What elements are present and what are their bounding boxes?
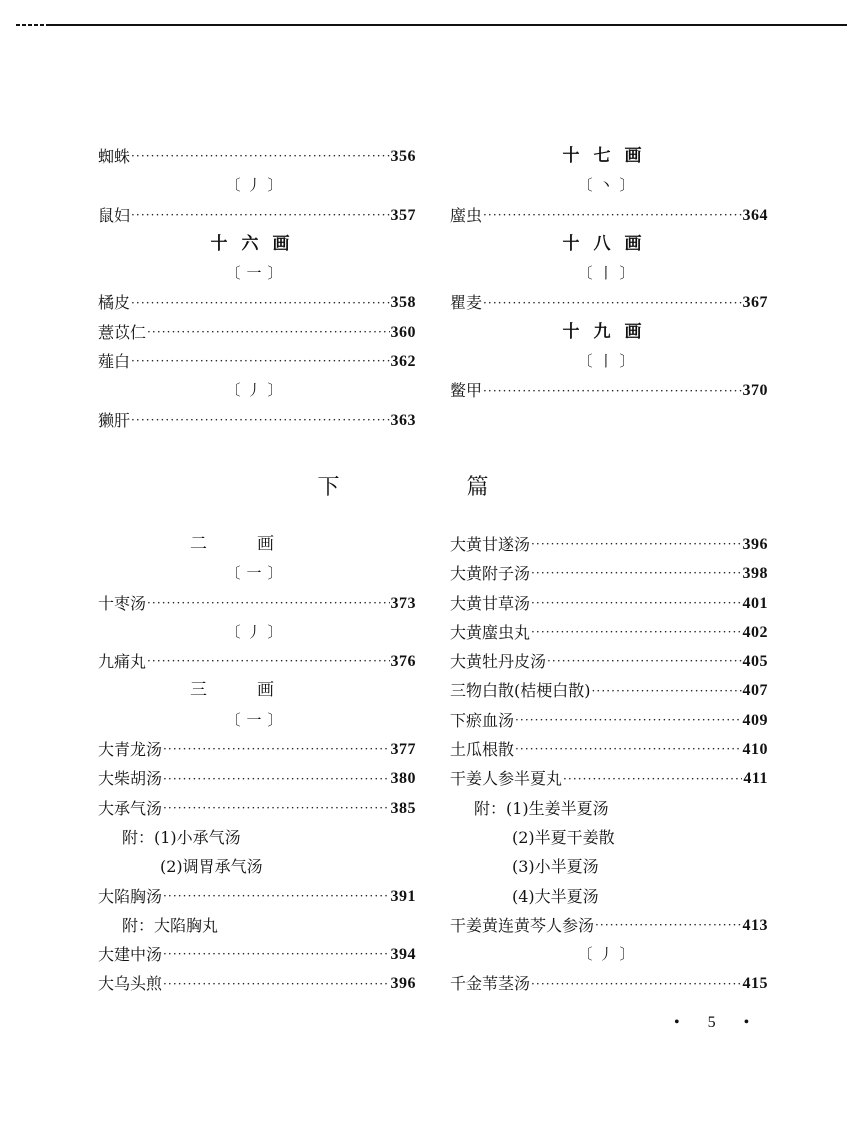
toc-entry[interactable]	[450, 735, 768, 764]
dot-leader	[163, 882, 389, 911]
stroke-type-label: 〔丿〕	[225, 176, 289, 195]
entry-page-number: 401	[742, 594, 768, 612]
toc-row	[450, 823, 768, 852]
entry-page-number: 357	[390, 206, 416, 224]
entry-title: 干姜黄连黄芩人参汤	[450, 915, 595, 935]
entry-title: 薏苡仁	[98, 322, 147, 342]
entry-title: 土瓜根散	[450, 740, 515, 760]
toc-entry[interactable]	[450, 201, 768, 230]
entry-title: 大黄附子汤	[450, 564, 531, 584]
entry-page-number: 380	[390, 770, 416, 788]
entry-page-number: 356	[390, 148, 416, 165]
toc-row	[450, 171, 768, 200]
entry-page-number: 391	[390, 887, 416, 905]
entry-title: 䗪虫	[450, 205, 483, 225]
appendix-entry: (2)调胃承气汤	[160, 857, 263, 877]
toc-entry[interactable]	[98, 940, 416, 969]
entry-page-number: 385	[390, 799, 416, 817]
toc-row	[450, 318, 768, 347]
entry-page-number: 405	[742, 653, 768, 671]
dot-leader	[163, 970, 389, 999]
header-rule-dashed	[16, 24, 47, 26]
entry-page-number: 376	[390, 653, 416, 671]
appendix-entry: 附：大陷胸丸	[122, 915, 219, 935]
toc-entry[interactable]	[450, 647, 768, 676]
entry-page-number: 411	[743, 770, 768, 788]
appendix-entry: 附：(1)小承气汤	[122, 827, 241, 847]
dot-leader	[147, 589, 389, 618]
stroke-count-heading: 十九画	[562, 321, 656, 342]
entry-page-number: 377	[390, 741, 416, 759]
toc-entry[interactable]	[450, 559, 768, 588]
stroke-count-heading: 十七画	[562, 146, 656, 166]
toc-row	[98, 852, 416, 881]
page-number: • 5 •	[674, 1014, 762, 1031]
toc-row	[450, 347, 768, 376]
entry-page-number: 396	[742, 536, 768, 553]
entry-page-number: 362	[390, 353, 416, 371]
entry-page-number: 413	[742, 916, 768, 934]
entry-title: 大黄牡丹皮汤	[450, 652, 547, 672]
entry-title: 蜘蛛	[98, 147, 131, 166]
dot-leader	[483, 201, 741, 230]
dot-leader	[131, 406, 389, 435]
stroke-type-label: 〔一〕	[225, 264, 289, 283]
toc-entry[interactable]	[98, 318, 416, 347]
entry-title: 十枣汤	[98, 593, 147, 613]
toc-row	[98, 559, 416, 588]
toc-row	[98, 530, 416, 559]
entry-title: 大柴胡汤	[98, 769, 163, 789]
entry-page-number: 367	[742, 294, 768, 312]
toc-entry[interactable]	[98, 969, 416, 998]
stroke-count-heading: 十八画	[562, 233, 656, 254]
entry-page-number: 415	[742, 975, 768, 993]
entry-title: 九痛丸	[98, 652, 147, 672]
stroke-type-label: 〔丿〕	[577, 945, 641, 964]
toc-upper-left-column	[98, 142, 416, 435]
toc-entry[interactable]	[450, 376, 768, 405]
stroke-count-heading: 十六画	[210, 233, 304, 254]
entry-page-number: 407	[742, 682, 768, 700]
stroke-type-label: 〔丶〕	[577, 176, 641, 195]
toc-row	[450, 940, 768, 969]
dot-leader	[131, 201, 389, 230]
toc-row	[450, 794, 768, 823]
entry-title: 大承气汤	[98, 798, 163, 818]
dot-leader	[163, 794, 389, 823]
entry-page-number: 398	[742, 565, 768, 583]
toc-row	[98, 376, 416, 405]
toc-row	[450, 852, 768, 881]
dot-leader	[531, 618, 741, 647]
toc-entry[interactable]	[98, 589, 416, 618]
toc-entry[interactable]	[98, 347, 416, 376]
toc-entry[interactable]	[98, 142, 416, 171]
dot-leader	[531, 970, 741, 999]
stroke-type-label: 〔丨〕	[577, 264, 641, 283]
dot-leader	[131, 347, 389, 376]
dot-leader	[547, 647, 741, 676]
toc-row	[98, 259, 416, 288]
stroke-count-heading: 二画	[190, 534, 324, 554]
toc-row	[98, 911, 416, 940]
toc-entry[interactable]	[98, 794, 416, 823]
dot-leader	[483, 289, 741, 318]
appendix-entry: 附：(1)生姜半夏汤	[474, 798, 609, 818]
entry-title: 橘皮	[98, 293, 131, 313]
toc-lower-right-column	[450, 530, 768, 999]
dot-leader	[515, 706, 741, 735]
toc-row	[98, 230, 416, 259]
dot-leader	[147, 318, 389, 347]
dot-leader	[531, 559, 741, 588]
toc-entry[interactable]	[98, 735, 416, 764]
toc-lower-left-column	[98, 530, 416, 999]
entry-title: 薤白	[98, 352, 131, 372]
dot-leader	[131, 289, 389, 318]
toc-entry[interactable]	[98, 764, 416, 793]
entry-page-number: 360	[390, 323, 416, 341]
dot-leader	[131, 142, 389, 171]
entry-page-number: 410	[742, 741, 768, 759]
section-title: 下 篇	[317, 475, 549, 500]
entry-page-number: 370	[742, 382, 768, 400]
appendix-entry: (3)小半夏汤	[512, 857, 599, 877]
entry-title: 大建中汤	[98, 945, 163, 965]
stroke-type-label: 〔丨〕	[577, 352, 641, 371]
toc-entry[interactable]	[98, 647, 416, 676]
stroke-type-label: 〔丿〕	[225, 622, 289, 641]
entry-page-number: 409	[742, 711, 768, 729]
entry-title: 瞿麦	[450, 293, 483, 313]
toc-row	[450, 230, 768, 259]
toc-entry[interactable]	[450, 706, 768, 735]
toc-entry[interactable]	[450, 676, 768, 705]
toc-entry[interactable]	[98, 288, 416, 317]
toc-entry[interactable]	[450, 764, 768, 793]
entry-page-number: 363	[390, 411, 416, 429]
entry-title: 下瘀血汤	[450, 710, 515, 730]
entry-title: 三物白散(桔梗白散)	[450, 681, 591, 701]
toc-row	[98, 823, 416, 852]
entry-title: 大黄䗪虫丸	[450, 622, 531, 642]
dot-leader	[563, 765, 742, 794]
entry-title: 大黄甘草汤	[450, 593, 531, 613]
dot-leader	[163, 940, 389, 969]
toc-upper-right-column	[450, 142, 768, 406]
dot-leader	[515, 735, 741, 764]
entry-title: 獭肝	[98, 410, 131, 430]
dot-leader	[147, 647, 389, 676]
toc-entry[interactable]	[450, 288, 768, 317]
entry-title: 千金苇茎汤	[450, 974, 531, 994]
toc-row	[450, 142, 768, 171]
toc-row	[98, 171, 416, 200]
header-rule	[47, 24, 847, 26]
entry-page-number: 373	[390, 594, 416, 612]
entry-page-number: 364	[742, 206, 768, 224]
entry-title: 大陷胸汤	[98, 886, 163, 906]
entry-title: 大青龙汤	[98, 740, 163, 760]
dot-leader	[531, 589, 741, 618]
toc-entry[interactable]	[98, 201, 416, 230]
toc-entry[interactable]	[450, 589, 768, 618]
dot-leader	[595, 911, 741, 940]
dot-leader	[531, 530, 741, 559]
toc-entry[interactable]	[450, 969, 768, 998]
dot-leader	[592, 677, 742, 706]
toc-entry[interactable]	[450, 530, 768, 559]
dot-leader	[163, 765, 389, 794]
toc-row	[98, 706, 416, 735]
entry-page-number: 396	[390, 975, 416, 993]
toc-row	[98, 676, 416, 705]
stroke-count-heading: 三画	[190, 680, 324, 701]
stroke-type-label: 〔丿〕	[225, 381, 289, 400]
appendix-entry: (2)半夏干姜散	[512, 827, 615, 847]
toc-row	[450, 259, 768, 288]
entry-title: 干姜人参半夏丸	[450, 769, 563, 789]
toc-row	[98, 618, 416, 647]
entry-page-number: 402	[742, 623, 768, 641]
entry-title: 鼠妇	[98, 205, 131, 225]
toc-entry[interactable]	[450, 618, 768, 647]
dot-leader	[483, 377, 741, 406]
appendix-entry: (4)大半夏汤	[512, 886, 599, 906]
entry-title: 大黄甘遂汤	[450, 535, 531, 554]
stroke-type-label: 〔一〕	[225, 564, 289, 583]
toc-entry[interactable]	[98, 882, 416, 911]
entry-title: 大乌头煎	[98, 974, 163, 994]
entry-title: 鳖甲	[450, 381, 483, 401]
toc-row	[450, 882, 768, 911]
dot-leader	[163, 735, 389, 764]
toc-entry[interactable]	[450, 911, 768, 940]
entry-page-number: 358	[390, 294, 416, 312]
entry-page-number: 394	[390, 946, 416, 964]
toc-entry[interactable]	[98, 406, 416, 435]
stroke-type-label: 〔一〕	[225, 710, 289, 729]
